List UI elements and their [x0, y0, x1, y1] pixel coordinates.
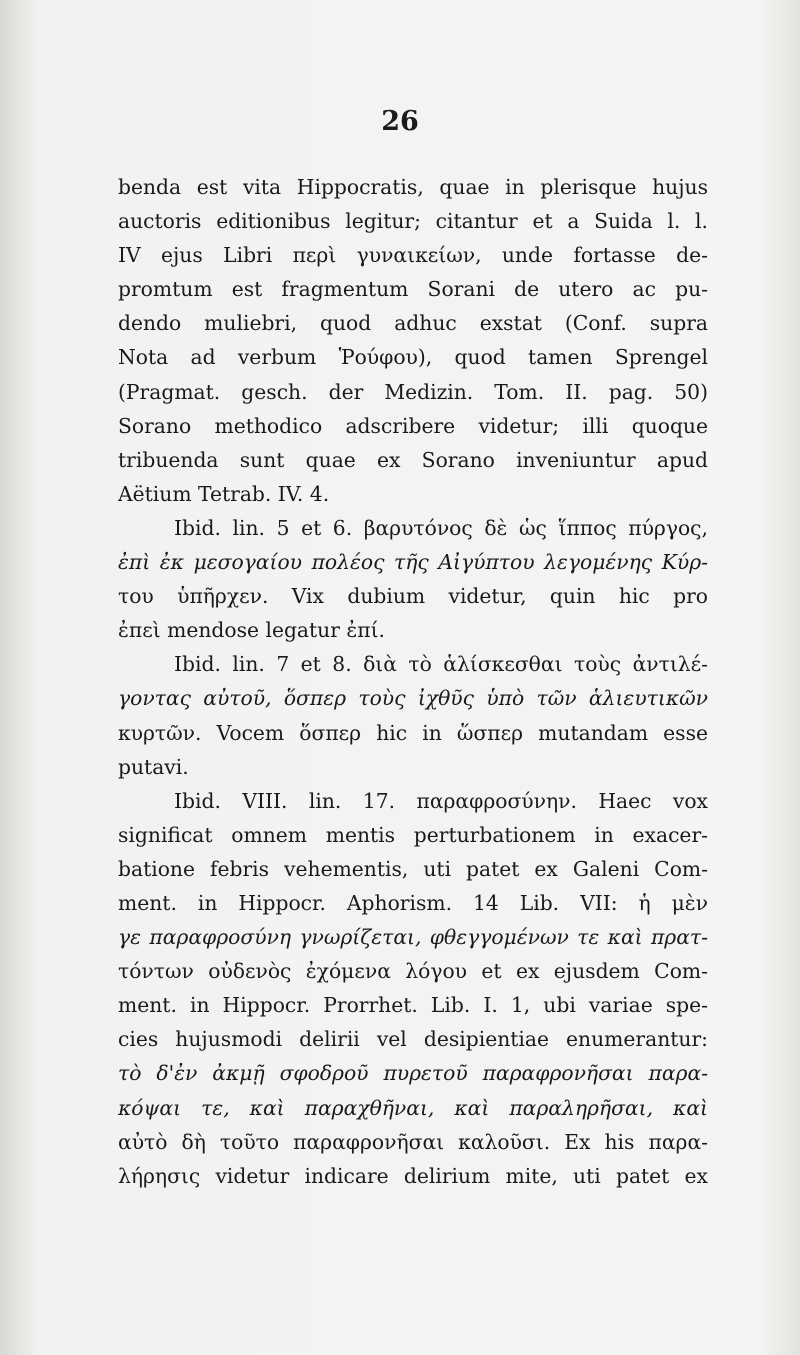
text-line: putavi. [118, 754, 189, 779]
text-line: λήρησις videtur indicare delirium mite, uti patet ex [118, 1163, 708, 1188]
text-line: tribuenda sunt quae ex Sorano inveniuntur apud [118, 447, 708, 472]
text-line: Nota ad verbum Ῥούφου), quod tamen Sprengel [118, 345, 708, 370]
text-line: Sorano methodico adscribere videtur; illi quoque [118, 413, 708, 438]
text-line: ment. in Hippocr. Aphorism. 14 Lib. VII: ἡ μὲν [118, 890, 708, 915]
text-line: γε παραφροσύνη γνωρίζεται, φθεγγομένων τε καὶ πρατ- [118, 925, 708, 950]
text-line: IV ejus Libri περὶ γυναικείων, unde fortasse de- [118, 243, 708, 268]
text-line: benda est vita Hippocratis, quae in plerisque hujus [118, 175, 708, 199]
body-text [118, 170, 708, 1193]
text-line: promtum est fragmentum Sorani de utero ac pu- [118, 277, 708, 302]
text-line: ἐπὶ ἐκ μεσογαίου πολέος τῆς Αἰγύπτου λεγομένης Κύρ- [118, 550, 708, 575]
text-line: dendo muliebri, quod adhuc exstat (Conf. supra [118, 311, 708, 336]
text-line: Aëtium Tetrab. IV. 4. [118, 481, 330, 506]
text-line: ment. in Hippocr. Prorrhet. Lib. I. 1, ubi variae spe- [118, 993, 708, 1018]
text-line: γοντας αὐτοῦ, ὅσπερ τοὺς ἰχθῦς ὑπὸ τῶν ἁλιευτικῶν [118, 686, 708, 711]
text-line: κυρτῶν. Vocem ὅσπερ hic in ὥσπερ mutandam esse [118, 720, 708, 745]
text-line: significat omnem mentis perturbationem in exacer- [118, 822, 708, 847]
text-line: auctoris editionibus legitur; citantur et a Suida l. l. [118, 209, 708, 234]
page-number: 26 [381, 106, 419, 137]
text-line: ἐπεὶ mendose legatur ἐπί. [118, 618, 385, 643]
text-line: batione febris vehementis, uti patet ex Galeni Com- [118, 856, 708, 881]
text-line: κόψαι τε, καὶ παραχθῆναι, καὶ παραληρῆσαι, καὶ [118, 1095, 708, 1120]
text-line: τόντων οὐδενὸς ἐχόμενα λόγου et ex ejusdem Com- [118, 959, 708, 984]
text-line: τὸ δ'ἐν ἀκμῇ σφοδροῦ πυρετοῦ παραφρονῆσαι παρα- [118, 1061, 708, 1086]
text-line: (Pragmat. gesch. der Medizin. Tom. II. pag. 50) [118, 379, 708, 404]
text-line: Ibid. lin. 5 et 6. βαρυτόνος δὲ ὡς ἵππος πύργος, [174, 515, 708, 540]
text-line: Ibid. lin. 7 et 8. διὰ τὸ ἁλίσκεσθαι τοὺς ἀντιλέ- [174, 652, 708, 677]
text-line: του ὑπῆρχεν. Vix dubium videtur, quin hic pro [118, 584, 708, 609]
text-line: Ibid. VIII. lin. 17. παραφροσύνην. Haec vox [174, 788, 708, 813]
text-line: cies hujusmodi delirii vel desipientiae enumerantur: [118, 1027, 708, 1052]
text-line: αὐτὸ δὴ τοῦτο παραφρονῆσαι καλοῦσι. Ex his παρα- [118, 1129, 708, 1154]
